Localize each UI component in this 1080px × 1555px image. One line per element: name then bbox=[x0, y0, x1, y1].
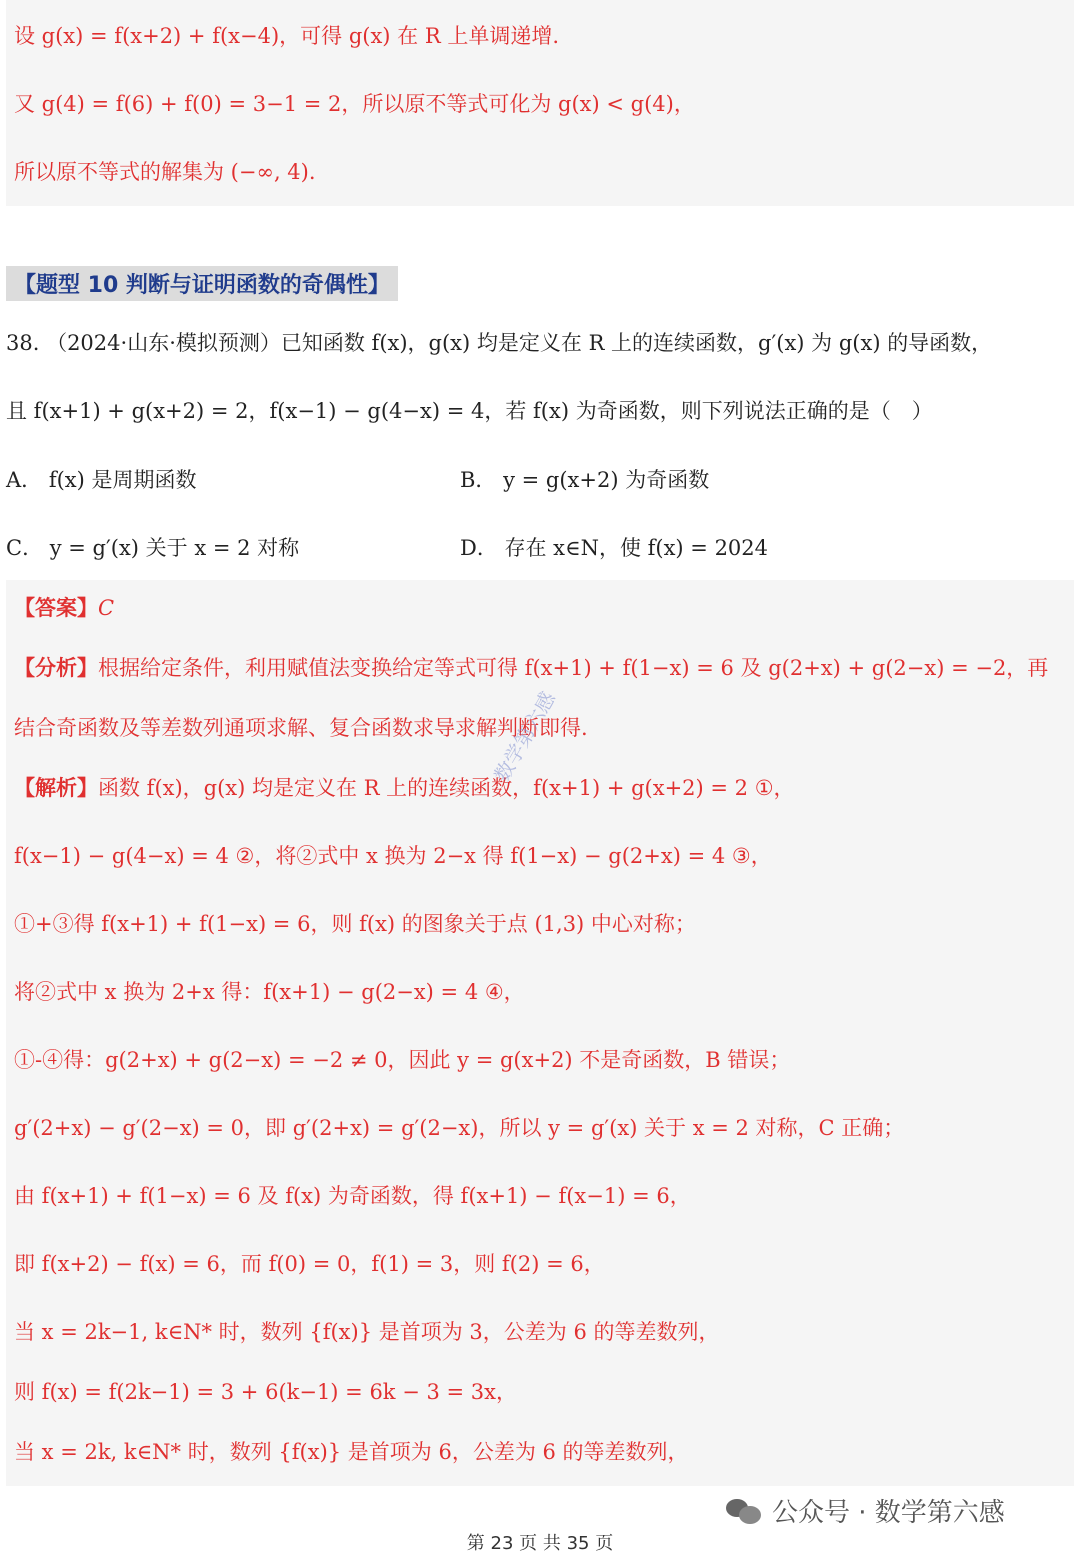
solution-line: 当 x = 2k, k∈N* 时，数列 {f(x)} 是首项为 6，公差为 6 的等差数列， bbox=[14, 1440, 689, 1464]
option-a: A． f(x) 是周期函数 bbox=[6, 468, 197, 492]
section-title: 【题型 10 判断与证明函数的奇偶性】 bbox=[6, 266, 398, 301]
analysis-line-1 bbox=[14, 654, 1048, 682]
solution-line: g′(2+x) − g′(2−x) = 0，即 g′(2+x) = g′(2−x)，所以 y = g′(x) 关于 x = 2 对称，C 正确； bbox=[14, 1116, 905, 1140]
page-footer: 第 23 页 共 35 页 bbox=[466, 1533, 614, 1554]
answer-tag: 【答案】 bbox=[14, 596, 98, 620]
wechat-icon bbox=[726, 1497, 762, 1525]
prev-solution-line-2: 又 g(4) = f(6) + f(0) = 3−1 = 2，所以原不等式可化为 g(x) < g(4)， bbox=[14, 92, 695, 116]
watermark-text: 数学第六感 bbox=[489, 687, 561, 786]
wechat-badge bbox=[726, 1492, 1005, 1529]
question-line-1: 38. （2024·山东·模拟预测）已知函数 f(x)，g(x) 均是定义在 R 上的连续函数，g′(x) 为 g(x) 的导函数， bbox=[6, 331, 993, 355]
solution-line: f(x−1) − g(4−x) = 4 ②，将②式中 x 换为 2−x 得 f(1−x) − g(2+x) = 4 ③， bbox=[14, 844, 772, 868]
option-b: B． y = g(x+2) 为奇函数 bbox=[460, 468, 710, 492]
option-c: C． y = g′(x) 关于 x = 2 对称 bbox=[6, 536, 300, 560]
solution-line: ①+③得 f(x+1) + f(1−x) = 6，则 f(x) 的图象关于点 (1,3) 中心对称； bbox=[14, 912, 696, 936]
prev-solution-line-3: 所以原不等式的解集为 (−∞, 4). bbox=[14, 160, 316, 184]
solution-text-1: 函数 f(x)，g(x) 均是定义在 R 上的连续函数，f(x+1) + g(x+2) = 2 ①， bbox=[98, 776, 795, 800]
solution-line: 将②式中 x 换为 2+x 得：f(x+1) − g(2−x) = 4 ④， bbox=[14, 980, 525, 1004]
option-d: D． 存在 x∈N，使 f(x) = 2024 bbox=[460, 536, 769, 560]
solution-line: ①-④得：g(2+x) + g(2−x) = −2 ≠ 0，因此 y = g(x+2) 不是奇函数，B 错误； bbox=[14, 1048, 791, 1072]
analysis-tag: 【分析】 bbox=[14, 656, 98, 680]
solution-line-1 bbox=[14, 774, 795, 802]
solution-line: 由 f(x+1) + f(1−x) = 6 及 f(x) 为奇函数，得 f(x+1) − f(x−1) = 6， bbox=[14, 1184, 691, 1208]
answer-value: C bbox=[98, 596, 115, 620]
wechat-label: 公众号 · 数学第六感 bbox=[772, 1498, 1005, 1528]
solution-line: 当 x = 2k−1, k∈N* 时，数列 {f(x)} 是首项为 3，公差为 6 的等差数列， bbox=[14, 1320, 720, 1344]
solution-tag: 【解析】 bbox=[14, 776, 98, 800]
analysis-text-1: 根据给定条件，利用赋值法变换给定等式可得 f(x+1) + f(1−x) = 6 及 g(2+x) + g(2−x) = −2，再 bbox=[98, 656, 1049, 680]
prev-solution-line-1: 设 g(x) = f(x+2) + f(x−4)，可得 g(x) 在 R 上单调递增. bbox=[14, 24, 560, 48]
solution-line: 即 f(x+2) − f(x) = 6，而 f(0) = 0，f(1) = 3，则 f(2) = 6， bbox=[14, 1252, 605, 1276]
prev-solution-block bbox=[6, 0, 1074, 206]
question-line-2: 且 f(x+1) + g(x+2) = 2，f(x−1) − g(4−x) = 4，若 f(x) 为奇函数，则下列说法正确的是（ ） bbox=[6, 399, 933, 423]
answer-line bbox=[14, 594, 114, 622]
analysis-line-2: 结合奇函数及等差数列通项求解、复合函数求导求解判断即得. bbox=[14, 716, 588, 740]
solution-line: 则 f(x) = f(2k−1) = 3 + 6(k−1) = 6k − 3 = 3x， bbox=[14, 1380, 517, 1404]
